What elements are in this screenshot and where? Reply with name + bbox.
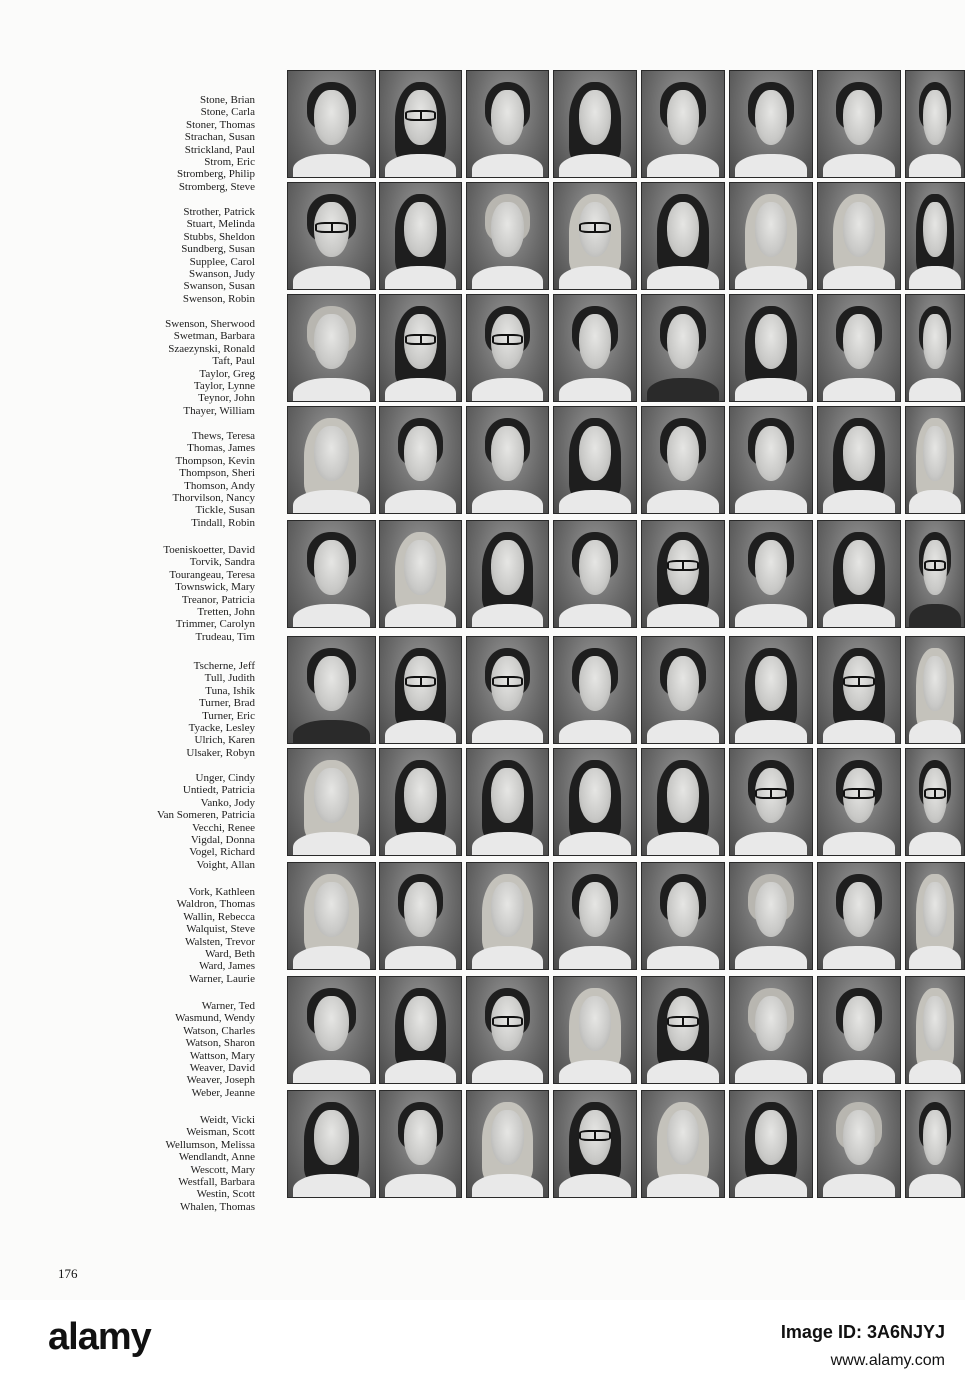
student-portrait — [729, 748, 813, 856]
student-portrait — [553, 406, 637, 514]
glasses-icon — [667, 1016, 698, 1027]
student-name: Wasmund, Wendy — [175, 1012, 255, 1025]
student-portrait — [553, 748, 637, 856]
student-name: Vecchi, Renee — [192, 821, 255, 834]
glasses-icon — [667, 560, 698, 571]
student-portrait — [287, 520, 376, 628]
student-portrait — [287, 1090, 376, 1198]
student-portrait — [905, 70, 965, 178]
student-name: Vork, Kathleen — [188, 886, 255, 898]
name-list — [80, 206, 255, 305]
student-portrait — [466, 1090, 549, 1198]
student-name: Taylor, Greg — [199, 367, 255, 380]
student-name: Van Someren, Patricia — [156, 809, 255, 822]
student-name: Swanson, Susan — [183, 280, 255, 293]
student-name: Swenson, Sherwood — [165, 318, 255, 330]
name-list — [80, 660, 255, 759]
student-portrait — [641, 182, 725, 290]
glasses-icon — [924, 788, 946, 799]
student-portrait — [729, 1090, 813, 1198]
student-name: Turner, Eric — [202, 709, 255, 722]
student-portrait — [287, 182, 376, 290]
student-name: Supplee, Carol — [189, 255, 255, 268]
photo-row — [0, 636, 965, 759]
student-name: Turner, Brad — [199, 697, 255, 710]
student-portrait — [641, 862, 725, 970]
student-name: Torvik, Sandra — [189, 556, 255, 569]
student-portrait — [553, 636, 637, 744]
photo-row — [0, 182, 965, 305]
student-name: Westfall, Barbara — [178, 1176, 255, 1189]
student-portrait — [379, 520, 462, 628]
student-name: Tickle, Susan — [195, 504, 255, 517]
student-name: Stuart, Melinda — [186, 218, 255, 231]
photo-row — [0, 294, 965, 417]
student-portrait — [641, 70, 725, 178]
glasses-icon — [405, 334, 436, 345]
student-name: Stoner, Thomas — [185, 118, 255, 131]
student-name: Weaver, David — [189, 1062, 255, 1075]
student-name: Swenson, Robin — [182, 292, 255, 305]
student-name: Wallin, Rebecca — [183, 910, 255, 923]
student-portrait — [287, 862, 376, 970]
student-name: Warner, Laurie — [189, 972, 255, 985]
student-portrait — [287, 976, 376, 1084]
student-portrait — [379, 70, 462, 178]
student-name: Treanor, Patricia — [181, 593, 255, 606]
name-list — [80, 886, 255, 985]
glasses-icon — [843, 788, 874, 799]
student-portrait — [641, 976, 725, 1084]
student-portrait — [641, 294, 725, 402]
student-portrait — [905, 182, 965, 290]
student-portrait — [641, 520, 725, 628]
student-name: Stromberg, Steve — [178, 180, 255, 193]
student-portrait — [466, 636, 549, 744]
student-portrait — [817, 70, 901, 178]
student-name: Toeniskoetter, David — [163, 544, 255, 556]
student-name: Wescott, Mary — [190, 1163, 255, 1176]
student-portrait — [729, 862, 813, 970]
student-portrait — [466, 182, 549, 290]
student-name: Untiedt, Patricia — [182, 784, 255, 797]
student-portrait — [641, 748, 725, 856]
student-portrait — [466, 748, 549, 856]
name-list — [80, 94, 255, 193]
student-portrait — [905, 406, 965, 514]
student-portrait — [379, 636, 462, 744]
glasses-icon — [579, 1130, 610, 1141]
student-name: Stromberg, Philip — [176, 168, 255, 181]
student-portrait — [817, 862, 901, 970]
student-portrait — [729, 182, 813, 290]
student-name: Sundberg, Susan — [181, 243, 255, 256]
student-portrait — [379, 1090, 462, 1198]
student-portrait — [817, 520, 901, 628]
student-name: Trudeau, Tim — [195, 630, 255, 643]
student-name: Strom, Eric — [204, 156, 255, 169]
glasses-icon — [755, 788, 786, 799]
glasses-icon — [492, 676, 523, 687]
student-name: Szaezynski, Ronald — [168, 342, 255, 355]
student-name: Townswick, Mary — [175, 581, 255, 594]
student-portrait — [729, 70, 813, 178]
student-portrait — [641, 406, 725, 514]
photo-row — [0, 1090, 965, 1213]
student-portrait — [287, 748, 376, 856]
student-portrait — [553, 182, 637, 290]
student-portrait — [553, 976, 637, 1084]
student-portrait — [641, 636, 725, 744]
glasses-icon — [492, 334, 523, 345]
student-name: Wendlandt, Anne — [178, 1151, 255, 1164]
name-list — [80, 1114, 255, 1213]
student-name: Watson, Charles — [183, 1024, 255, 1037]
student-name: Ward, James — [199, 960, 255, 973]
student-portrait — [817, 976, 901, 1084]
student-name: Stone, Brian — [200, 94, 255, 106]
student-name: Wattson, Mary — [189, 1049, 255, 1062]
student-portrait — [466, 406, 549, 514]
student-portrait — [553, 862, 637, 970]
student-portrait — [729, 294, 813, 402]
student-portrait — [379, 406, 462, 514]
student-name: Tourangeau, Teresa — [169, 568, 255, 581]
student-portrait — [466, 976, 549, 1084]
student-name: Walquist, Steve — [186, 923, 255, 936]
student-name: Ulsaker, Robyn — [186, 746, 255, 759]
student-portrait — [905, 976, 965, 1084]
student-name: Thayer, William — [183, 404, 255, 417]
student-name: Whalen, Thomas — [180, 1200, 255, 1213]
name-list — [80, 772, 255, 871]
student-portrait — [553, 520, 637, 628]
student-name: Taylor, Lynne — [193, 380, 255, 393]
photo-row — [0, 976, 965, 1099]
student-name: Weidt, Vicki — [199, 1114, 255, 1126]
student-portrait — [466, 520, 549, 628]
image-url-label: www.alamy.com — [830, 1352, 945, 1369]
image-id-label: Image ID: 3A6NJYJ — [780, 1322, 945, 1342]
student-name: Tscherne, Jeff — [193, 660, 255, 672]
student-portrait — [817, 748, 901, 856]
student-portrait — [287, 294, 376, 402]
student-name: Swanson, Judy — [188, 268, 255, 281]
glasses-icon — [315, 222, 348, 233]
student-portrait — [287, 406, 376, 514]
student-name: Wellumson, Melissa — [165, 1138, 255, 1151]
glasses-icon — [405, 110, 436, 121]
student-name: Vogel, Richard — [189, 846, 255, 859]
student-name: Taft, Paul — [212, 355, 255, 368]
student-name: Tretten, John — [197, 606, 255, 619]
student-name: Thomas, James — [187, 442, 255, 455]
student-name: Walsten, Trevor — [184, 935, 255, 948]
student-name: Strachan, Susan — [184, 131, 255, 144]
student-portrait — [905, 520, 965, 628]
student-portrait — [905, 636, 965, 744]
student-name: Vigdal, Donna — [190, 834, 255, 847]
student-name: Warner, Ted — [201, 1000, 255, 1012]
student-portrait — [905, 862, 965, 970]
student-portrait — [905, 1090, 965, 1198]
student-name: Westin, Scott — [196, 1188, 255, 1201]
student-name: Stubbs, Sheldon — [183, 230, 255, 243]
glasses-icon — [924, 560, 946, 571]
watermark-footer — [0, 1300, 965, 1390]
student-portrait — [379, 748, 462, 856]
student-name: Trimmer, Carolyn — [175, 618, 255, 631]
student-name: Tindall, Robin — [191, 516, 255, 529]
student-portrait — [905, 748, 965, 856]
photo-row — [0, 862, 965, 985]
student-name: Thompson, Kevin — [175, 454, 255, 467]
student-portrait — [466, 294, 549, 402]
student-name: Ward, Beth — [205, 948, 255, 961]
student-portrait — [379, 976, 462, 1084]
student-name: Tyacke, Lesley — [188, 722, 255, 735]
student-portrait — [553, 70, 637, 178]
student-portrait — [466, 862, 549, 970]
student-name: Weisman, Scott — [186, 1126, 255, 1139]
student-portrait — [379, 294, 462, 402]
photo-row — [0, 406, 965, 529]
student-name: Waldron, Thomas — [176, 898, 255, 911]
student-portrait — [817, 1090, 901, 1198]
student-name: Strickland, Paul — [184, 143, 255, 156]
page-number: 176 — [58, 1266, 78, 1281]
student-portrait — [553, 294, 637, 402]
student-name: Weber, Jeanne — [191, 1086, 255, 1099]
student-portrait — [817, 636, 901, 744]
student-portrait — [466, 70, 549, 178]
student-portrait — [817, 406, 901, 514]
student-name: Tull, Judith — [204, 672, 255, 685]
student-portrait — [287, 636, 376, 744]
glasses-icon — [579, 222, 610, 233]
student-portrait — [817, 182, 901, 290]
student-name: Strother, Patrick — [183, 206, 255, 218]
student-portrait — [729, 520, 813, 628]
student-portrait — [729, 636, 813, 744]
name-list — [80, 1000, 255, 1099]
student-portrait — [905, 294, 965, 402]
name-list — [80, 430, 255, 529]
student-name: Vanko, Jody — [200, 796, 255, 809]
student-name: Watson, Sharon — [185, 1037, 255, 1050]
student-name: Unger, Cindy — [195, 772, 255, 784]
student-name: Swetman, Barbara — [173, 330, 255, 343]
photo-row — [0, 520, 965, 643]
student-name: Thompson, Sheri — [179, 467, 255, 480]
photo-row — [0, 70, 965, 193]
student-portrait — [729, 406, 813, 514]
student-portrait — [379, 182, 462, 290]
student-portrait — [553, 1090, 637, 1198]
student-name: Thomson, Andy — [184, 479, 255, 492]
student-portrait — [641, 1090, 725, 1198]
student-name: Teynor, John — [198, 392, 255, 405]
name-list — [80, 544, 255, 643]
student-name: Stone, Carla — [200, 106, 255, 119]
glasses-icon — [843, 676, 874, 687]
student-name: Tuna, Ishik — [205, 684, 255, 697]
student-portrait — [817, 294, 901, 402]
student-name: Ulrich, Karen — [194, 734, 255, 747]
name-list — [80, 318, 255, 417]
student-name: Voight, Allan — [196, 858, 255, 871]
student-portrait — [287, 70, 376, 178]
student-name: Weaver, Joseph — [186, 1074, 255, 1087]
student-portrait — [379, 862, 462, 970]
glasses-icon — [492, 1016, 523, 1027]
student-name: Thorvilson, Nancy — [172, 492, 255, 505]
alamy-logo: alamy — [48, 1316, 151, 1358]
photo-row — [0, 748, 965, 871]
student-portrait — [729, 976, 813, 1084]
glasses-icon — [405, 676, 436, 687]
student-name: Thews, Teresa — [191, 430, 255, 442]
